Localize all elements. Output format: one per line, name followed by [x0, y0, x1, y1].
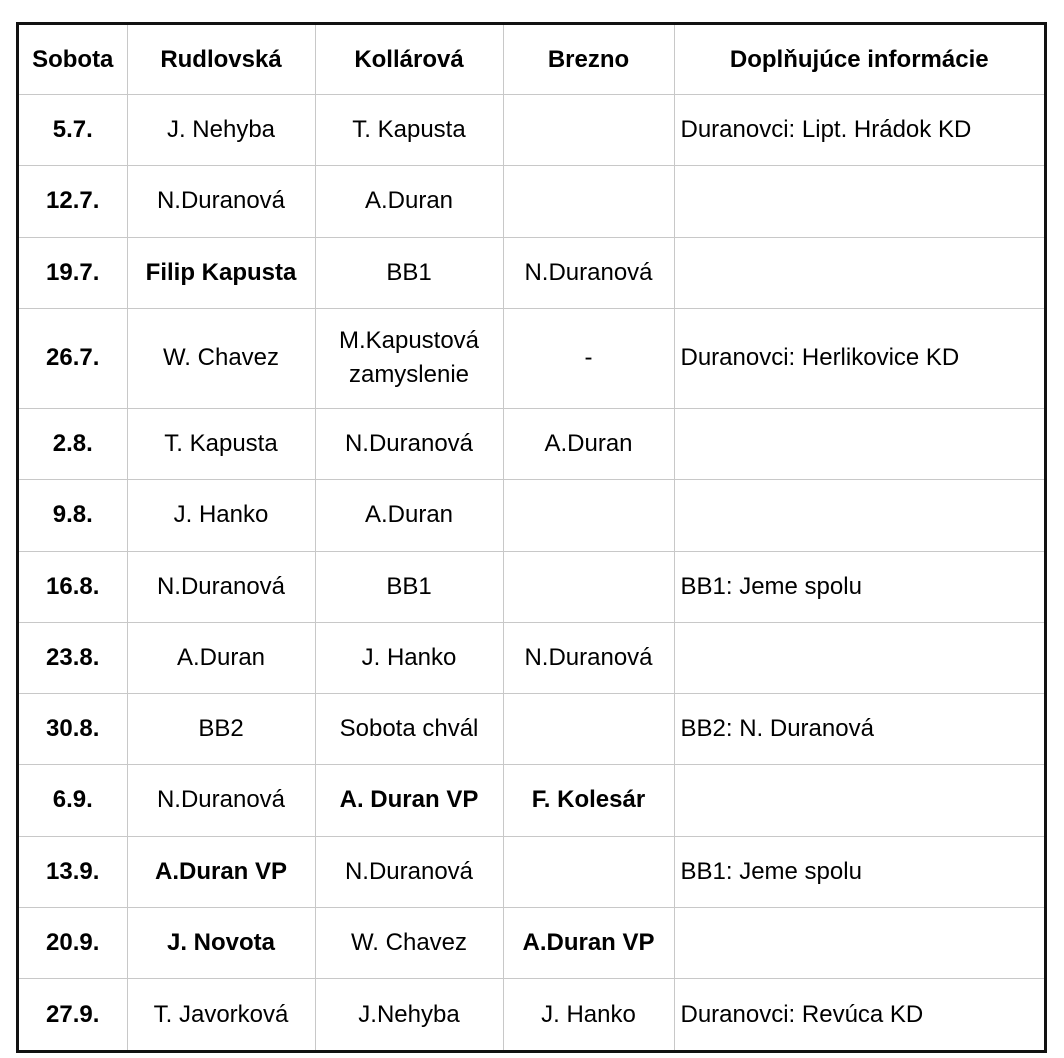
table-row — [19, 95, 1044, 166]
rudlovska-cell: J. Hanko — [127, 480, 315, 551]
date-cell: 30.8. — [19, 694, 127, 765]
date-cell: 5.7. — [19, 95, 127, 166]
table-row — [19, 907, 1044, 978]
table-row — [19, 694, 1044, 765]
kollarova-cell: A.Duran — [315, 480, 503, 551]
brezno-cell: J. Hanko — [503, 979, 674, 1050]
info-cell — [674, 907, 1044, 978]
info-cell — [674, 409, 1044, 480]
info-cell: BB1: Jeme spolu — [674, 836, 1044, 907]
kollarova-cell-line-2: zamyslenie — [348, 361, 470, 389]
info-cell: Duranovci: Herlikovice KD — [674, 308, 1044, 408]
brezno-cell: A.Duran VP — [503, 907, 674, 978]
date-cell: 23.8. — [19, 622, 127, 693]
rudlovska-cell: T. Javorková — [127, 979, 315, 1050]
rudlovska-cell: N.Duranová — [127, 166, 315, 237]
brezno-cell — [503, 480, 674, 551]
info-cell — [674, 622, 1044, 693]
header-doplnujuce-informacie: Doplňujúce informácie — [674, 25, 1044, 95]
table-row — [19, 765, 1044, 836]
kollarova-cell-line-1: M.Kapustová — [338, 327, 480, 355]
brezno-cell — [503, 694, 674, 765]
brezno-cell: - — [503, 308, 674, 408]
rudlovska-cell: N.Duranová — [127, 765, 315, 836]
table-row — [19, 480, 1044, 551]
date-cell: 13.9. — [19, 836, 127, 907]
date-cell: 16.8. — [19, 551, 127, 622]
info-cell: BB1: Jeme spolu — [674, 551, 1044, 622]
date-cell: 2.8. — [19, 409, 127, 480]
kollarova-cell: N.Duranová — [315, 836, 503, 907]
table-row — [19, 836, 1044, 907]
rudlovska-cell: W. Chavez — [127, 308, 315, 408]
table-row — [19, 979, 1044, 1050]
info-cell — [674, 765, 1044, 836]
header-kollarova: Kollárová — [315, 25, 503, 95]
info-cell: Duranovci: Revúca KD — [674, 979, 1044, 1050]
kollarova-cell: T. Kapusta — [315, 95, 503, 166]
table-row — [19, 308, 1044, 408]
kollarova-cell: BB1 — [315, 551, 503, 622]
rudlovska-cell: J. Novota — [127, 907, 315, 978]
table-row — [19, 166, 1044, 237]
schedule-table — [19, 25, 1044, 1050]
header-brezno: Brezno — [503, 25, 674, 95]
schedule-table-frame — [16, 22, 1047, 1053]
kollarova-cell: J.Nehyba — [315, 979, 503, 1050]
kollarova-cell: N.Duranová — [315, 409, 503, 480]
brezno-cell: A.Duran — [503, 409, 674, 480]
date-cell: 12.7. — [19, 166, 127, 237]
table-row — [19, 237, 1044, 308]
date-cell: 26.7. — [19, 308, 127, 408]
header-sobota: Sobota — [19, 25, 127, 95]
kollarova-cell: Sobota chvál — [315, 694, 503, 765]
info-cell — [674, 237, 1044, 308]
rudlovska-cell: BB2 — [127, 694, 315, 765]
table-row — [19, 551, 1044, 622]
info-cell: Duranovci: Lipt. Hrádok KD — [674, 95, 1044, 166]
rudlovska-cell: Filip Kapusta — [127, 237, 315, 308]
brezno-cell — [503, 95, 674, 166]
kollarova-cell: BB1 — [315, 237, 503, 308]
info-cell — [674, 166, 1044, 237]
kollarova-cell: W. Chavez — [315, 907, 503, 978]
header-rudlovska: Rudlovská — [127, 25, 315, 95]
table-row — [19, 409, 1044, 480]
brezno-cell — [503, 836, 674, 907]
kollarova-cell — [315, 308, 503, 408]
kollarova-cell: J. Hanko — [315, 622, 503, 693]
brezno-cell: N.Duranová — [503, 237, 674, 308]
kollarova-cell: A.Duran — [315, 166, 503, 237]
rudlovska-cell: A.Duran VP — [127, 836, 315, 907]
rudlovska-cell: J. Nehyba — [127, 95, 315, 166]
brezno-cell — [503, 166, 674, 237]
rudlovska-cell: N.Duranová — [127, 551, 315, 622]
header-row — [19, 25, 1044, 95]
date-cell: 6.9. — [19, 765, 127, 836]
rudlovska-cell: T. Kapusta — [127, 409, 315, 480]
date-cell: 27.9. — [19, 979, 127, 1050]
date-cell: 19.7. — [19, 237, 127, 308]
info-cell — [674, 480, 1044, 551]
brezno-cell — [503, 551, 674, 622]
info-cell: BB2: N. Duranová — [674, 694, 1044, 765]
date-cell: 9.8. — [19, 480, 127, 551]
table-row — [19, 622, 1044, 693]
brezno-cell: F. Kolesár — [503, 765, 674, 836]
kollarova-cell: A. Duran VP — [315, 765, 503, 836]
brezno-cell: N.Duranová — [503, 622, 674, 693]
date-cell: 20.9. — [19, 907, 127, 978]
rudlovska-cell: A.Duran — [127, 622, 315, 693]
